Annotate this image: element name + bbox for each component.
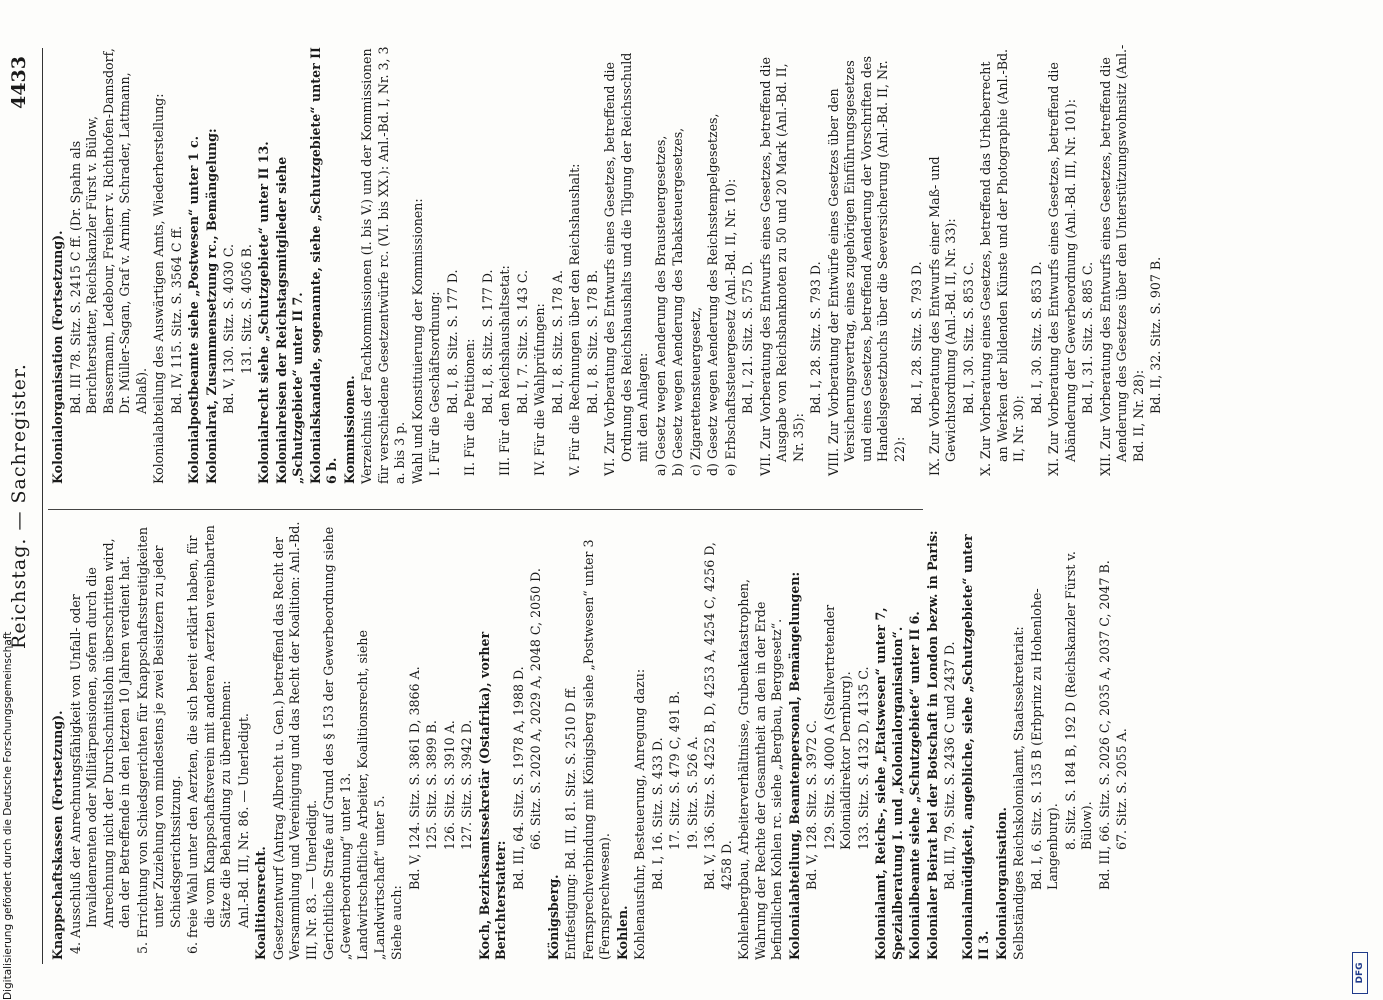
running-head-title: Reichstag. — Sachregister. (8, 363, 30, 649)
left-column (50, 520, 1132, 960)
page-number: 4433 (8, 56, 30, 109)
index-line: Anl.-Bd. III, Nr. 86. — Unerledigt. (235, 713, 251, 928)
index-line: I. Für die Geschäftsordnung: (427, 291, 442, 476)
index-line: XI. Zur Vorberatung des Entwurfs eines Gesetzes, betreffend die Abänderung der Gewerbeordnung (Anl.-Bd. III, Nr. 101): (1046, 62, 1078, 476)
index-heading: Kolonialrat, Zusammensetzung rc., Bemängelung: (203, 128, 219, 484)
index-heading: Kolonialrecht siehe „Schutzgebiete“ unter II 13. (256, 141, 271, 484)
index-line: Bd. I, 28. Sitz. S. 793 D. (808, 261, 823, 414)
index-line: 67. Sitz. S. 2055 A. (1114, 728, 1129, 850)
index-heading: Kolonialpostbeamte siehe „Postwesen“ unter 1 c. (186, 136, 201, 484)
index-line: 5. Errichtung von Schiedsgerichten für Knappschaftsstreitigkeiten unter Zuziehung von mindestens je zwei Beisitzern zu jeder Schiedsgerichtssitzung. (134, 527, 183, 954)
index-line: Kohlenbergbau, Arbeiterverhältnisse, Grubenkatastrophen, Wahrung der Rechte der Gesamtheit an den in der Erde befindlichen Kohlen rc. siehe „Bergbau, Berggesetz“. (736, 578, 784, 960)
index-line: V. Für die Rechnungen über den Reichshaushalt: (567, 163, 582, 476)
index-line: Entfestigung: Bd. III, 81. Sitz. S. 2510 D ff. (563, 685, 578, 960)
index-line: 129. Sitz. S. 4000 A (Stellvertretender Kolonialdirektor Dernburg). (821, 604, 853, 850)
index-line: Bd. III 78. Sitz. S. 2415 C ff. (Dr. Spahn als Berichterstatter, Reichskanzler Fürst v. Bülow, Bassermann, Ledebour, Freiherr v. Richthofen-Damsdorf, Dr. Müller-Sagan, Graf v. Arnim, Schrader, Lattmann, Ablaß). (67, 48, 149, 414)
index-heading: Kolonialabteilung, Beamtenpersonal, Bemängelungen: (786, 571, 802, 960)
index-line: Bd. III, 64. Sitz. S. 1978 A, 1988 D. (510, 666, 526, 890)
index-line: Bd. I, 16. Sitz. S. 433 D. (649, 737, 665, 890)
index-line: Bd. I, 28. Sitz. S. 793 D. (909, 261, 924, 414)
index-line: VII. Zur Vorberatung des Entwurfs eines Gesetzes, betreffend die Ausgabe von Reichsbanknoten zu 50 und 20 Mark (Anl.-Bd. II, Nr. 35): (757, 57, 806, 476)
index-heading: Kolonialamt, Reichs-, siehe „Etatswesen“ unter 7, Spezialberatung I. und „Kolonialorganisation“. (873, 607, 905, 960)
index-heading: Kolonialreisen der Reichstagsmitglieder siehe „Schutzgebiete“ unter II 7. (273, 156, 305, 484)
index-line: Bd. I, 8. Sitz. S. 178 A. (549, 269, 565, 414)
index-line: Bd. I, 8. Sitz. S. 177 D. (479, 269, 495, 414)
digitization-credit: Digitalisierung gefördert durch die Deutsche Forschungsgemeinschaft (2, 631, 14, 1000)
index-line: Wahl und Konstituierung der Kommissionen: (409, 198, 425, 484)
index-heading: Knappschaftskassen (Fortsetzung). (50, 710, 65, 960)
index-line: Kolonialabteilung des Auswärtigen Amts, Wiederherstellung: (151, 93, 166, 484)
index-line: Bd. II, 32. Sitz. S. 907 B. (1148, 256, 1163, 414)
index-line: Gesetzentwurf (Antrag Albrecht u. Gen.) betreffend das Recht der Versammlung und Vereinigung und das Recht der Koalition: Anl.-Bd. III, Nr. 83. — Unerledigt. (270, 521, 319, 960)
index-line: b) Gesetz wegen Aenderung des Tabaksteuergesetzes, (670, 127, 685, 476)
index-line: Bd. I, 30. Sitz. S. 853 C. (960, 261, 976, 414)
right-column (50, 44, 1166, 484)
index-line: Siehe auch: (389, 885, 404, 960)
header-rule (42, 48, 43, 964)
index-line: Bd. V, 128. Sitz. S. 3972 C. (804, 719, 819, 890)
index-line: 126. Sitz. S. 3910 A. (441, 720, 457, 850)
index-heading: Kolonialbeamte siehe „Schutzgebiete“ unter II 6. (907, 611, 922, 960)
index-line: X. Zur Vorberatung eines Gesetzes, betreffend das Urheberrecht an Werken der bildenden Künste und der Photographie (Anl.-Bd. II, Nr. 30): (978, 48, 1026, 476)
index-heading: Kolonialorganisation. (993, 807, 1009, 960)
index-line: 17. Sitz. S. 479 C, 491 B. (667, 690, 682, 850)
index-line: Fernsprechverbindung mit Königsberg siehe „Postwesen“ unter 3 (Fernsprechwesen). (580, 539, 612, 960)
index-line: Bd. III, 66. Sitz. S. 2026 C, 2035 A, 2037 C, 2047 B. (1096, 560, 1112, 890)
index-line: Bd. I, 8. Sitz. S. 177 D. (444, 269, 460, 414)
index-line: Gerichtliche Strafe auf Grund des § 153 der Gewerbeordnung siehe „Gewerbeordnung“ unter 13. (321, 526, 353, 960)
index-heading: Koalitionsrecht. (253, 846, 268, 960)
index-line: Bd. IV, 115. Sitz. S. 3564 C ff. (168, 226, 184, 414)
index-line: 66. Sitz. S. 2020 A, 2029 A, 2048 C, 2050 D. (528, 568, 543, 850)
index-line: 131. Sitz. S. 4056 B. (238, 244, 254, 374)
index-heading: Kommissionen. (341, 375, 357, 484)
index-line: d) Gesetz wegen Aenderung des Reichsstempelgesetzes, (705, 113, 720, 476)
index-heading: Koch, Bezirksamtssekretär (Ostafrika), vorher Berichterstatter: (476, 631, 508, 960)
dfg-logo: DFG (1352, 952, 1368, 994)
index-line: 4. Ausschluß der Anrechnungsfähigkeit von Unfall- oder Invalidenrenten oder Militärpensionen, sofern durch die Anrechnung nicht der Durchschnittslohn überschritten wird, den der Betreffende in den letzten 10 Jahren verdient hat. (67, 538, 132, 954)
index-line: Selbständiges Reichskolonialamt, Staatssekretariat: (1011, 626, 1026, 960)
index-line: 8. Sitz. S. 184 B, 192 D (Reichskanzler Fürst v. Bülow). (1062, 551, 1094, 850)
index-line: Bd. V, 124. Sitz. S. 3861 D, 3866 A. (406, 666, 422, 890)
index-line: II. Für die Petitionen: (462, 338, 477, 476)
index-heading: Kolonialmüdigkeit, angebliche, siehe „Schutzgebiete“ unter II 3. (959, 534, 991, 960)
index-line: Bd. V, 130. Sitz. S. 4030 C. (221, 243, 236, 414)
index-line: Bd. I, 21. Sitz. S. 575 D. (740, 261, 755, 414)
index-line: IV. Für die Wahlprüfungen: (532, 303, 547, 476)
index-line: Landwirtschaftliche Arbeiter, Koalitionsrecht, siehe „Landwirtschaft“ unter 5. (355, 630, 387, 960)
index-line: e) Erbschaftssteuergesetz (Anl.-Bd. II, Nr. 10): (722, 178, 738, 476)
index-line: Bd. V, 136. Sitz. S. 4252 B, D, 4253 A, 4254 C, 4256 D, 4258 D. (702, 542, 734, 890)
index-line: VI. Zur Vorberatung des Entwurfs eines Gesetzes, betreffend die Ordnung des Reichshaushalts und die Tilgung der Reichsschuld mit den Anlagen: (602, 52, 650, 476)
index-line: III. Für den Reichshaushaltsetat: (497, 265, 512, 476)
index-heading: Königsberg. (545, 874, 561, 960)
column-divider (48, 509, 923, 510)
index-heading: Kolonialskandale, sogenannte, siehe „Schutzgebiete“ unter II 6 b. (307, 47, 339, 484)
index-line: 125. Sitz. S. 3899 B. (424, 720, 439, 850)
index-line: 6. freie Wahl unter den Aerzten, die sich bereit erklärt haben, für die vom Knappschaftsverein mit anderen Aerzten vereinbarten Sätze die Behandlung zu übernehmen: (185, 525, 233, 954)
index-heading: Kolonialorganisation (Fortsetzung). (50, 230, 65, 484)
index-line: Kohlenausfuhr, Besteuerung, Anregung dazu: (632, 668, 647, 960)
index-line: Bd. I, 30. Sitz. S. 853 D. (1028, 261, 1044, 414)
index-line: Bd. I, 7. Sitz. S. 143 C. (514, 269, 530, 414)
index-line: Bd. I, 31. Sitz. S. 885 C. (1080, 261, 1095, 414)
index-line: Bd. I, 8. Sitz. S. 178 B. (584, 269, 600, 414)
index-line: Verzeichnis der Fachkommissionen (I. bis V.) und der Kommissionen für verschiedene Gesetzentwürfe rc. (VI. bis XX.): Anl.-Bd. I, Nr. 3, 3 a. bis 3 p. (359, 46, 407, 484)
index-line: Bd. I, 6. Sitz. S. 135 B (Erbprinz zu Hohenlohe-Langenburg). (1028, 588, 1060, 890)
index-line: 127. Sitz. S. 3942 D. (459, 719, 474, 850)
index-heading: Kolonialer Beirat bei der Botschaft in London bezw. in Paris: (924, 530, 940, 960)
index-line: 133. Sitz. S. 4132 D, 4135 C. (855, 666, 871, 850)
index-line: Bd. III, 79. Sitz. S. 2436 C und 2437 D. (942, 641, 957, 890)
index-line: IX. Zur Vorberatung des Entwurfs einer Maß- und Gewichtsordnung (Anl.-Bd. II, Nr. 33): (926, 156, 958, 476)
index-line: 19. Sitz. S. 526 A. (684, 736, 700, 850)
index-line: a) Gesetz wegen Aenderung des Brausteuergesetzes, (652, 135, 668, 476)
index-line: VIII. Zur Vorberatung der Entwürfe eines Gesetzes über den Versicherungsvertrag, eines zugehörigen Einführungsgesetzes und eines Gesetzes, betreffend Aenderung der Vorschriften des Handelsgesetzbuchs über die Seeversicherung (Anl.-Bd. II, Nr. 22): (825, 56, 907, 476)
index-heading: Kohlen. (614, 905, 630, 960)
index-line: XII. Zur Vorberatung des Entwurfs eines Gesetzes, betreffend die Aenderung des Gesetzes über den Unterstützungswohnsitz (Anl.-Bd. II, Nr. 28): (1097, 44, 1146, 476)
index-line: c) Zigarettensteuergesetz, (687, 306, 703, 476)
